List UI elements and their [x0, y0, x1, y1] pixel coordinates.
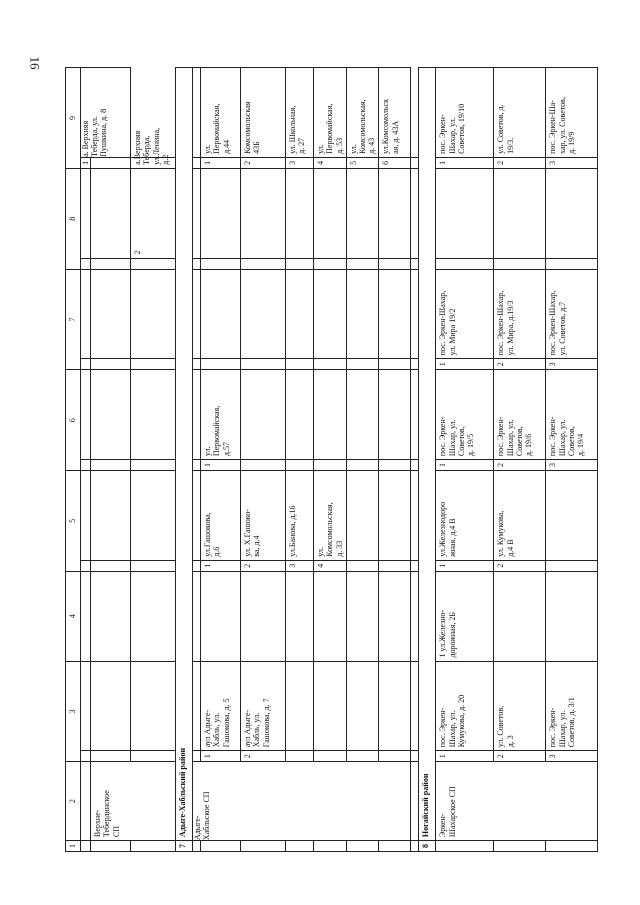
table-row — [201, 68, 241, 852]
number-cell: 1 — [436, 560, 494, 571]
section-header-row — [176, 68, 193, 852]
separator-row — [81, 68, 91, 852]
column-number: 8 — [66, 168, 81, 269]
number-cell: 1 — [201, 157, 241, 168]
section-title: Ногайский район — [419, 68, 436, 841]
address-cell: пос. Эркен- Шахар, ул. Кумукова, д. 20 — [438, 694, 466, 748]
number-cell: 2 — [241, 751, 286, 762]
number-cell: 1 — [436, 751, 494, 762]
section-header-row — [419, 68, 436, 852]
address-cell: ул.Железнодоро жная, д.4 В — [438, 501, 457, 557]
table-row — [131, 68, 176, 852]
number-cell: 3 — [546, 460, 598, 471]
number-cell: 3 — [286, 157, 314, 168]
number-cell: 1 — [81, 157, 91, 168]
address-cell: а.Верхняя Теберда, ул.Ленина, д.2 — [133, 127, 170, 165]
address-cell: ул. Советов, д. 19/3. — [496, 104, 515, 154]
address-cell: пос. Эркен- Шахар, ул. Советов, д. 19/4 — [548, 416, 585, 457]
table-row — [436, 68, 494, 852]
number-cell: 1 — [201, 751, 241, 762]
column-number: 6 — [66, 370, 81, 471]
polling-stations-table — [65, 67, 598, 852]
number-cell: 1 — [436, 460, 494, 471]
column-number: 3 — [66, 661, 81, 762]
address-cell: аул Адыге- Хабль, ул. Гашокова, д. 5 — [203, 698, 231, 748]
number-cell: 1 — [436, 157, 494, 168]
address-cell — [438, 575, 456, 658]
table-row — [91, 68, 131, 852]
table-row — [546, 68, 598, 852]
address-inline: ул.Железно- дорожная, 2Б — [438, 609, 457, 658]
address-cell: ул. Советов, д. 3 — [496, 705, 515, 748]
column-number-row — [66, 68, 81, 852]
address-cell: ул. Первомайская, д. 53 — [316, 103, 344, 154]
address-cell: ул. Кумукова, д.4 В — [496, 510, 515, 557]
number-cell: 1 — [436, 359, 494, 370]
rotated-table-wrapper — [65, 67, 585, 852]
address-cell: пос. Эркен-Шахар, ул. Мира 19/2 — [438, 290, 457, 356]
number-cell: 2 — [494, 751, 546, 762]
address-cell: ул. Первомайская, д.57 — [203, 405, 231, 457]
table-row — [286, 68, 314, 852]
table-row — [346, 68, 379, 852]
section-number: 8 — [419, 841, 436, 852]
address-cell: ул. Школьная, д. 27 — [288, 105, 307, 154]
page-number: 16 — [27, 56, 43, 70]
number-inline: 1 — [438, 653, 448, 658]
number-cell: 2 — [494, 460, 546, 471]
number-cell: 1 — [201, 560, 241, 571]
number-cell: 1 — [201, 460, 241, 471]
number-cell: 2 — [241, 157, 286, 168]
number-cell: 2 — [494, 359, 546, 370]
address-cell: пос. Эркен- Шахар, ул. Советов, 19/10 — [438, 103, 466, 154]
table-row — [494, 68, 546, 852]
table-row — [379, 68, 411, 852]
column-number: 1 — [66, 841, 81, 852]
address-cell: ул.Комсомольск ая, д. 43А — [381, 99, 400, 154]
number-cell: 3 — [546, 359, 598, 370]
address-cell: Комсомольская 43Б — [243, 101, 262, 154]
address-cell: ул. Комсомольская, д. 33 — [316, 502, 344, 557]
number-cell: 3 — [286, 560, 314, 571]
separator-row — [193, 68, 201, 852]
number-cell: 2 — [131, 168, 176, 258]
column-number: 7 — [66, 269, 81, 370]
address-cell: пос. Эркен-Шахар, ул. Мира, д.19/3 — [496, 290, 515, 356]
table-row — [241, 68, 286, 852]
address-cell: ул.Гашокова, д.6 — [203, 512, 222, 557]
address-cell: ул. Х.Гашоко- ва, д.4 — [243, 509, 262, 557]
column-number: 5 — [66, 471, 81, 572]
address-cell: пос. Эркен- Шахар, ул. Советов, д. 19/5 — [438, 416, 475, 457]
address-cell: пос. Эркен- Шахар, ул. Советов, д. 3/1 — [548, 697, 576, 748]
address-cell: ул. Комсомольская, д. 43 — [348, 99, 377, 154]
district-cell: Адыге- Хабльское СП — [193, 791, 212, 841]
address-cell: аул Адыге- Хабль, ул. Гашокова, д. 7 — [243, 698, 271, 748]
number-cell: 3 — [546, 157, 598, 168]
address-cell: пос. Эркен-Шахар, ул. Советов, д.7 — [548, 290, 567, 356]
section-number: 7 — [176, 841, 193, 852]
address-cell: ул. Первомайская, д.44 — [203, 103, 231, 154]
number-cell: 2 — [494, 157, 546, 168]
column-number: 2 — [66, 762, 81, 841]
column-number: 4 — [66, 571, 81, 661]
district-cell: Эркен- Шахарское СП — [438, 786, 457, 838]
column-number: 9 — [66, 68, 81, 169]
number-cell: 4 — [314, 157, 347, 168]
number-cell: 3 — [546, 751, 598, 762]
separator-row — [411, 68, 419, 852]
number-cell: 2 — [241, 560, 286, 571]
address-cell: а. Верхняя Теберда, ул. Пушкина, д. 8 — [81, 108, 109, 157]
address-cell: пос. Эркен- Шахар, ул. Советов, д. 19/6 — [496, 416, 533, 457]
table-row — [314, 68, 347, 852]
number-cell: 2 — [494, 560, 546, 571]
number-cell: 6 — [379, 157, 411, 168]
number-cell: 5 — [346, 157, 379, 168]
address-cell: ул.Банова, д.16 — [288, 505, 298, 557]
number-cell: 4 — [314, 560, 347, 571]
section-title: Адыге-Хабльский район — [176, 68, 193, 841]
address-cell: пос. Эркен-Ша- хар, ул. Советов, д. 19/9 — [548, 97, 576, 154]
district-cell: Верхне- Тебердинское СП — [93, 790, 121, 838]
